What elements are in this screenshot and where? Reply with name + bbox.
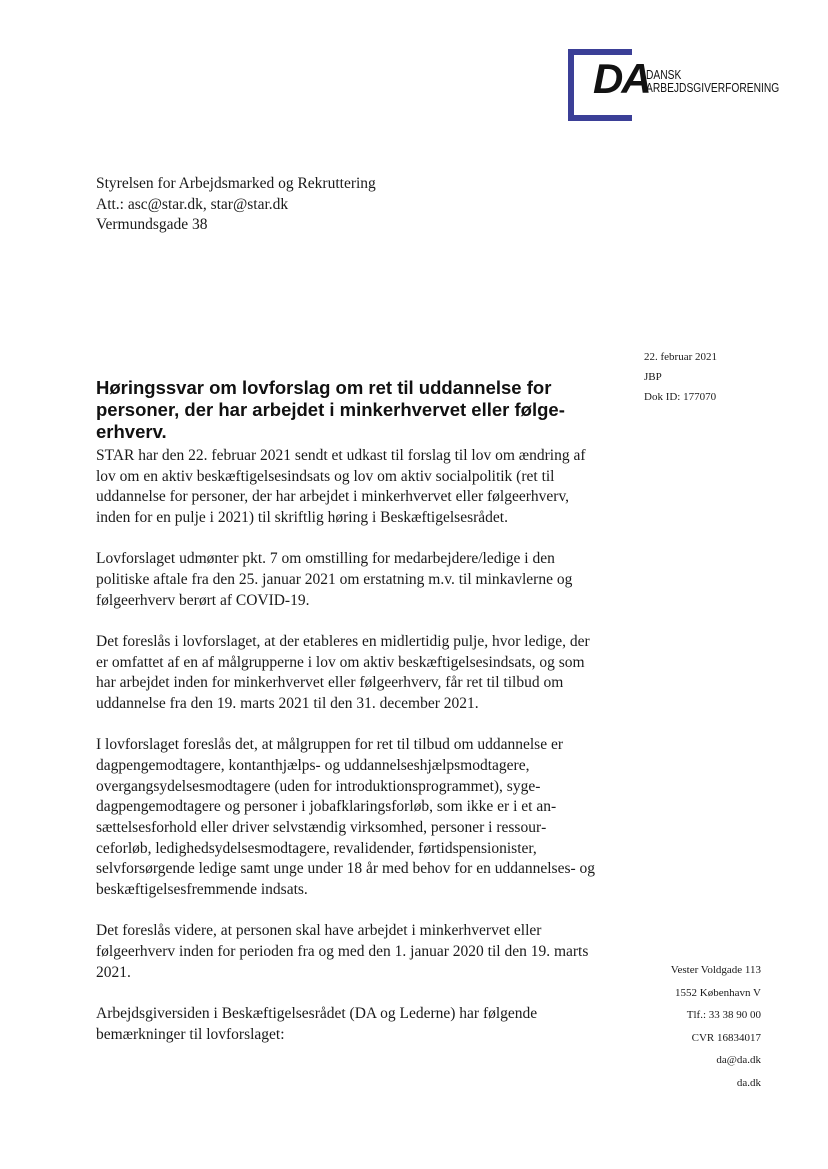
document-id: Dok ID: 177070 xyxy=(644,391,717,403)
document-meta xyxy=(644,347,717,407)
body-paragraph: I lovforslaget foreslås det, at målgruppen for ret til tilbud om uddannelse er dagpengemodtagere, kontanthjælps- og uddannelseshjælpsmodtagere, overgangsydelsesmodtagere (uden for introduktionsprogrammet), sygedagpengemodtagere og personer i jobafklaringsforløb, som ikke er i et ansættelsesforhold eller driver selvstændig virksomhed, personer i ressourceforløb, ledighedsydelsesmodtagere, revalidender, førtidspensionister, selvforsørgende ledige samt unge under 18 år med behov for en uddannelses- og beskæftigelsesfremmende indsats. xyxy=(96,736,596,899)
recipient-address xyxy=(96,174,376,236)
sender-email: da@da.dk xyxy=(716,1054,761,1066)
sender-website: da.dk xyxy=(736,1076,761,1089)
letter-body xyxy=(96,446,596,1066)
organization-name xyxy=(646,69,779,95)
letter-title: Høringssvar om lovforslag om ret til uddannelse for personer, der har arbejdet i minkerhvervet eller følgeerhverv. xyxy=(96,377,565,442)
body-paragraph: Lovforslaget udmønter pkt. 7 om omstilling for medarbejdere/ledige i den politiske aftale fra den 25. januar 2021 om erstatning m.v. til minkavlerne og følgeerhverv berørt af COVID-19. xyxy=(96,550,573,609)
recipient-street: Vermundsgade 38 xyxy=(96,216,208,233)
recipient-name: Styrelsen for Arbejdsmarked og Rekruttering xyxy=(96,175,376,192)
body-paragraph: Arbejdsgiversiden i Beskæftigelsesrådet (DA og Lederne) har følgende bemærkninger til lovforslaget: xyxy=(96,1004,538,1043)
sender-phone: Tlf.: 33 38 90 00 xyxy=(686,1009,761,1021)
sender-city: 1552 København V xyxy=(675,986,761,999)
logo xyxy=(568,49,780,121)
sender-cvr: CVR 16834017 xyxy=(691,1031,761,1044)
body-paragraph: STAR har den 22. februar 2021 sendt et udkast til forslag til lov om ændring af lov om en aktiv beskæftigelsesindsats og lov om aktiv socialpolitik (ret til uddannelse for personer, der har arbejdet i minkerhvervet eller følgeerhverv, inden for en pulje i 2021) til skriftlig høring i Beskæftigelsesrådet. xyxy=(96,447,586,527)
logo-mark: DA xyxy=(593,55,650,102)
body-paragraph: Det foreslås videre, at personen skal have arbejdet i minkerhvervet eller følgeerhverv inden for perioden fra og med den 1. januar 2020 til den 19. marts 2021. xyxy=(96,922,589,981)
organization-name-line2: ARBEJDSGIVERFORENING xyxy=(646,81,780,95)
body-paragraph: Det foreslås i lovforslaget, at der etableres en midlertidig pulje, hvor ledige, der er omfattet af en af målgrupperne i lov om aktiv beskæftigelsesindsats, og som har arbejdet inden for minkerhvervet eller følgeerhverv, får ret til tilbud om uddannelse fra den 19. marts 2021 til den 31. december 2021. xyxy=(96,632,590,713)
organization-name-line1: DANSK xyxy=(646,68,682,82)
letter-date: 22. februar 2021 xyxy=(644,351,718,363)
author-initials: JBP xyxy=(644,371,662,383)
recipient-attention: Att.: asc@star.dk, star@star.dk xyxy=(96,195,289,213)
sender-address xyxy=(561,959,761,1094)
sender-street: Vester Voldgade 113 xyxy=(670,964,761,976)
